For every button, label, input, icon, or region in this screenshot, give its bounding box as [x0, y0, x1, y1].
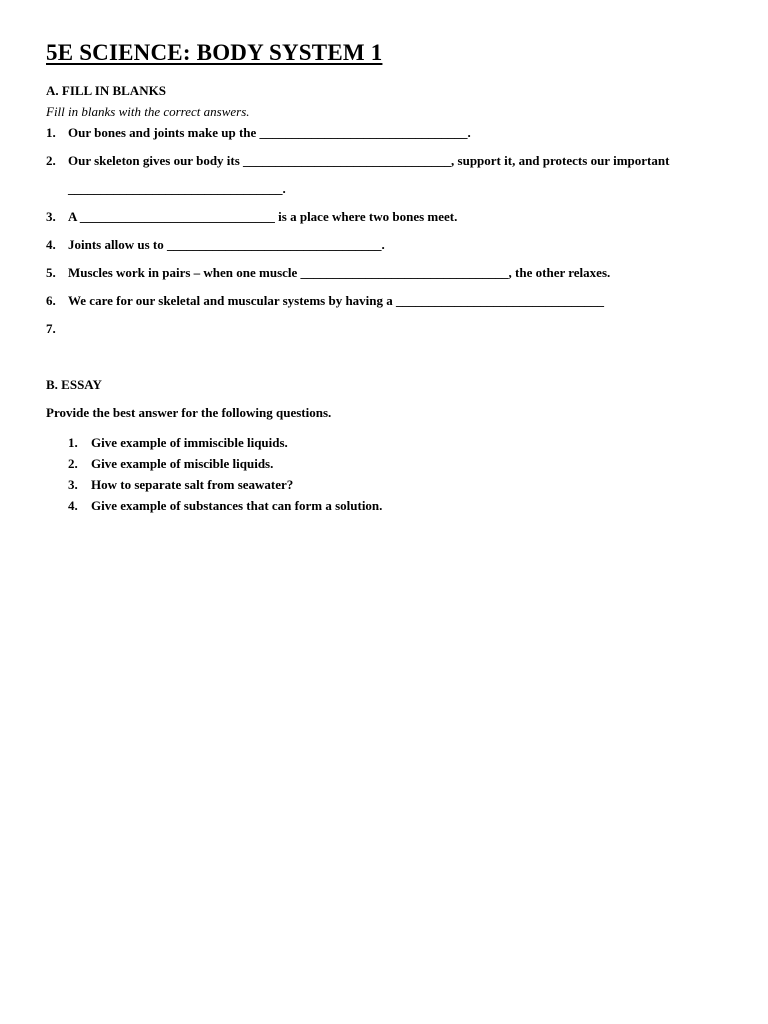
- section-b: [46, 376, 736, 516]
- worksheet-page: [46, 36, 736, 516]
- list-item: [46, 432, 736, 453]
- list-item: [46, 236, 736, 254]
- item-number: 3.: [46, 209, 56, 224]
- list-item: [46, 453, 736, 474]
- item-text: Give example of miscible liquids.: [91, 456, 274, 471]
- list-item: [46, 208, 736, 226]
- item-text: [68, 320, 736, 338]
- item-number: 1.: [46, 125, 56, 140]
- list-item: [46, 320, 736, 338]
- item-number: 3.: [68, 477, 78, 492]
- section-a: [46, 82, 736, 338]
- item-number: 2.: [68, 456, 78, 471]
- item-text: Muscles work in pairs – when one muscle ________________________________, the other relaxes.: [68, 265, 611, 280]
- item-text: We care for our skeletal and muscular systems by having a ________________________________: [68, 293, 605, 308]
- list-item: [46, 264, 736, 282]
- item-text: Our bones and joints make up the ________________________________.: [68, 125, 471, 140]
- item-text: How to separate salt from seawater?: [91, 477, 294, 492]
- item-text: A ______________________________ is a place where two bones meet.: [68, 209, 458, 224]
- page-title: 5E SCIENCE: BODY SYSTEM 1: [46, 40, 383, 65]
- section-b-instruction: Provide the best answer for the following questions.: [46, 405, 332, 420]
- item-text: Give example of immiscible liquids.: [91, 435, 288, 450]
- section-a-instruction: Fill in blanks with the correct answers.: [46, 104, 250, 119]
- item-number: 6.: [46, 293, 56, 308]
- item-number: 1.: [68, 435, 78, 450]
- item-text-continuation: _________________________________.: [68, 181, 286, 196]
- section-a-heading: A. FILL IN BLANKS: [46, 83, 166, 98]
- list-item: [46, 495, 736, 516]
- item-number: 4.: [68, 498, 78, 513]
- fill-in-blanks-list: [46, 124, 736, 338]
- list-item: [46, 152, 736, 198]
- list-item: [46, 292, 736, 310]
- section-b-heading: B. ESSAY: [46, 377, 102, 392]
- item-number: 2.: [46, 153, 56, 168]
- item-number: 5.: [46, 265, 56, 280]
- list-item: [46, 124, 736, 142]
- list-item: [46, 474, 736, 495]
- item-text: Our skeleton gives our body its ________________________________, support it, and protects our important: [68, 153, 670, 168]
- item-text: Give example of substances that can form a solution.: [91, 498, 383, 513]
- item-number: 4.: [46, 237, 56, 252]
- essay-questions-list: [46, 432, 736, 516]
- item-text: Joints allow us to _________________________________.: [68, 237, 385, 252]
- item-number: 7.: [46, 321, 56, 336]
